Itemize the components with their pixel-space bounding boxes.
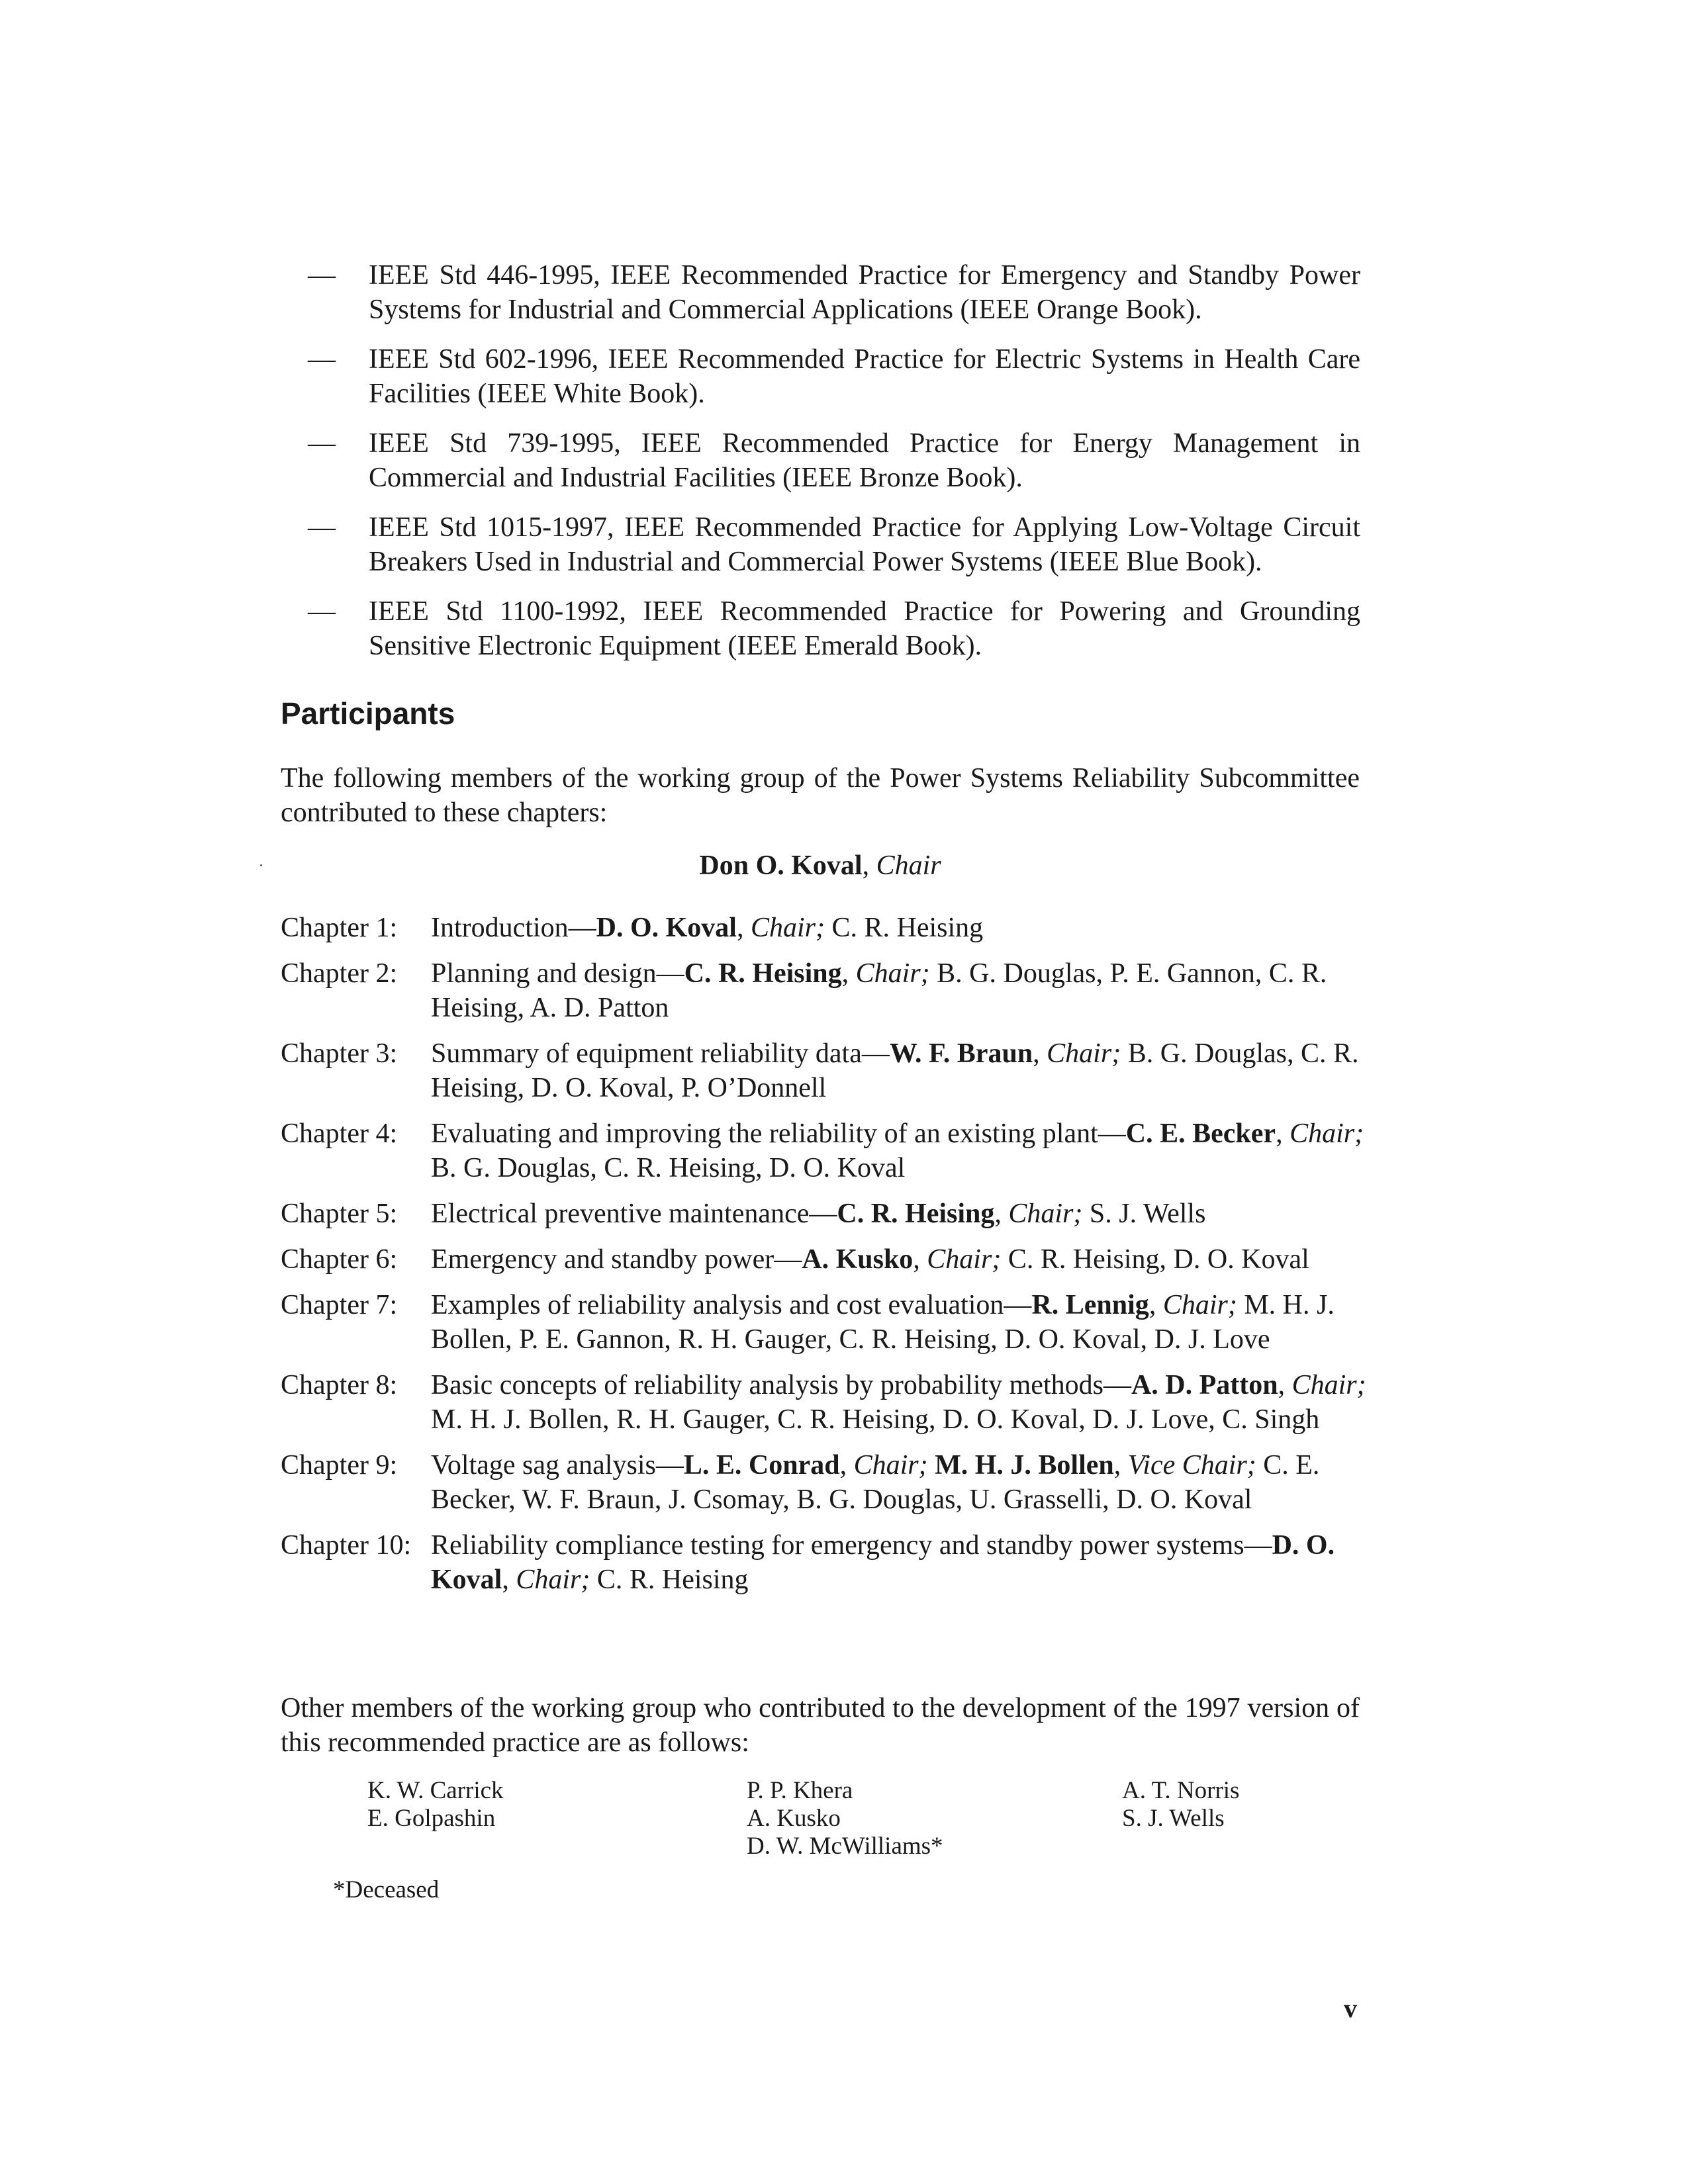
list-item <box>308 510 1360 579</box>
chapter-topic: Electrical preventive maintenance— <box>431 1199 837 1229</box>
chapter-contributors: Introduction—D. O. Koval, Chair; C. R. Heising <box>431 913 984 943</box>
chapter-row <box>281 1036 1366 1105</box>
participants-intro: The following members of the working group of the Power Systems Reliability Subcommittee contributed to these chapters: <box>281 763 1360 828</box>
chapter-members: M. H. J. Bollen, P. E. Gannon, R. H. Gauger, C. R. Heising, D. O. Koval, D. J. Love <box>431 1290 1335 1355</box>
chapter-topic: Basic concepts of reliability analysis by probability methods— <box>431 1370 1131 1400</box>
chapter-vice-chair-role: Vice Chair; <box>1127 1450 1256 1480</box>
chapter-chair: A. D. Patton <box>1131 1370 1278 1400</box>
standard-text: IEEE Std 1015-1997, IEEE Recommended Practice for Applying Low-Voltage Circuit Breakers Used in Industrial and Commercial Power Systems (IEEE Blue Book). <box>369 512 1360 577</box>
chapter-row <box>281 911 1366 945</box>
member-name: E. Golpashin <box>367 1805 496 1832</box>
chapter-row <box>281 1288 1366 1357</box>
chapter-chair: C. E. Becker <box>1125 1118 1276 1149</box>
chapter-row <box>281 1116 1366 1185</box>
chapter-members: B. G. Douglas, C. R. Heising, D. O. Koval, P. O’Donnell <box>431 1038 1359 1103</box>
chapter-topic: Evaluating and improving the reliability of an existing plant— <box>431 1118 1126 1149</box>
chapter-label: Chapter 9: <box>281 1450 398 1480</box>
chapter-chair-role: Chair; <box>1047 1038 1121 1069</box>
overall-chair: Don O. Koval, Chair <box>699 850 941 881</box>
member-name: A. Kusko <box>747 1805 841 1832</box>
overall-chair-role: Chair <box>876 850 941 881</box>
standard-text: IEEE Std 739-1995, IEEE Recommended Practice for Energy Management in Commercial and Industrial Facilities (IEEE Bronze Book). <box>369 428 1360 493</box>
chapter-topic: Voltage sag analysis— <box>431 1450 684 1480</box>
member-name: D. W. McWilliams* <box>747 1833 943 1860</box>
chapter-chair: C. R. Heising <box>837 1199 995 1229</box>
chapter-row <box>281 1448 1366 1517</box>
chapter-members: S. J. Wells <box>1082 1199 1206 1229</box>
chapter-row <box>281 956 1366 1025</box>
chapter-topic: Planning and design— <box>431 958 684 989</box>
chapter-row <box>281 1368 1366 1437</box>
chapter-row <box>281 1528 1366 1597</box>
chapter-chair-role: Chair; <box>750 913 825 943</box>
dash-bullet: — <box>308 596 336 627</box>
member-name: K. W. Carrick <box>367 1777 504 1804</box>
chapter-contributors: Examples of reliability analysis and cost evaluation—R. Lennig, Chair; M. H. J. Bollen, P. E. Gannon, R. H. Gauger, C. R. Heising, D. O. Koval, D. J. Love <box>431 1290 1335 1355</box>
standard-text: IEEE Std 1100-1992, IEEE Recommended Practice for Powering and Grounding Sensitive Electronic Equipment (IEEE Emerald Book). <box>369 596 1360 661</box>
chapter-label: Chapter 2: <box>281 958 398 989</box>
chapter-vice-chair: M. H. J. Bollen <box>935 1450 1114 1480</box>
chapter-chair: D. O. Koval <box>431 1530 1335 1595</box>
chapter-chair-role: Chair; <box>1289 1118 1364 1149</box>
section-heading: Participants <box>281 696 455 731</box>
chapter-contributors: Evaluating and improving the reliability of an existing plant—C. E. Becker, Chair; B. G. Douglas, C. R. Heising, D. O. Koval <box>431 1118 1364 1183</box>
chapter-chair: W. F. Braun <box>889 1038 1033 1069</box>
chapter-chair-role: Chair; <box>1291 1370 1366 1400</box>
chapter-members: C. R. Heising <box>824 913 984 943</box>
dash-bullet: — <box>308 512 336 543</box>
chapter-topic: Reliability compliance testing for emergency and standby power systems— <box>431 1530 1272 1561</box>
dash-bullet: — <box>308 428 336 459</box>
chapter-label: Chapter 7: <box>281 1290 398 1320</box>
chapter-label: Chapter 6: <box>281 1244 398 1275</box>
chapter-row <box>281 1197 1366 1231</box>
chapter-chair: A. Kusko <box>802 1244 914 1275</box>
chapter-chair: C. R. Heising <box>684 958 842 989</box>
list-item <box>308 594 1360 663</box>
chapter-label: Chapter 4: <box>281 1118 398 1149</box>
chapter-topic: Summary of equipment reliability data— <box>431 1038 890 1069</box>
list-item <box>308 258 1360 327</box>
dash-bullet: — <box>308 260 336 291</box>
chapter-topic: Emergency and standby power— <box>431 1244 802 1275</box>
chapter-contributors: Electrical preventive maintenance—C. R. Heising, Chair; S. J. Wells <box>431 1199 1206 1229</box>
scan-speck <box>260 864 262 866</box>
overall-chair-name: Don O. Koval <box>699 850 863 881</box>
chapter-chair-role: Chair; <box>927 1244 1002 1275</box>
chapter-topic: Examples of reliability analysis and cost evaluation— <box>431 1290 1032 1320</box>
chapter-contributors: Planning and design—C. R. Heising, Chair; B. G. Douglas, P. E. Gannon, C. R. Heising, A. D. Patton <box>431 958 1327 1023</box>
chapter-chair-role: Chair; <box>1008 1199 1083 1229</box>
page-number: v <box>1344 1993 1357 2023</box>
chapter-chair-role: Chair; <box>1162 1290 1237 1320</box>
chapter-members: C. R. Heising, D. O. Koval <box>1001 1244 1309 1275</box>
footnote: *Deceased <box>333 1876 440 1903</box>
chapter-chair: L. E. Conrad <box>683 1450 840 1480</box>
chapter-chair-role: Chair; <box>855 958 930 989</box>
chapter-members: B. G. Douglas, P. E. Gannon, C. R. Heising, A. D. Patton <box>431 958 1327 1023</box>
chapter-members: M. H. J. Bollen, R. H. Gauger, C. R. Heising, D. O. Koval, D. J. Love, C. Singh <box>431 1404 1320 1435</box>
chapter-chair-role: Chair; <box>516 1565 590 1595</box>
chapter-row <box>281 1242 1366 1277</box>
chapter-label: Chapter 3: <box>281 1038 398 1069</box>
chapter-label: Chapter 1: <box>281 913 398 943</box>
chapter-label: Chapter 10: <box>281 1530 412 1561</box>
chapter-contributors: Voltage sag analysis—L. E. Conrad, Chair; M. H. J. Bollen, Vice Chair; C. E. Becker, W. F. Braun, J. Csomay, B. G. Douglas, U. Grasselli, D. O. Koval <box>431 1450 1320 1515</box>
standard-text: IEEE Std 446-1995, IEEE Recommended Practice for Emergency and Standby Power Systems for Industrial and Commercial Applications (IEEE Orange Book). <box>369 260 1360 325</box>
list-item <box>308 426 1360 495</box>
standard-text: IEEE Std 602-1996, IEEE Recommended Practice for Electric Systems in Health Care Facilities (IEEE White Book). <box>369 344 1360 409</box>
list-item <box>308 342 1360 411</box>
chapter-chair: R. Lennig <box>1031 1290 1149 1320</box>
chapter-topic: Introduction— <box>431 913 596 943</box>
chapter-members: C. R. Heising <box>590 1565 749 1595</box>
members-column-2 <box>747 1777 943 1860</box>
standards-list <box>308 258 1360 678</box>
chapter-contributors: Summary of equipment reliability data—W. F. Braun, Chair; B. G. Douglas, C. R. Heising, D. O. Koval, P. O’Donnell <box>431 1038 1359 1103</box>
member-name: S. J. Wells <box>1122 1805 1225 1832</box>
chapter-members: C. E. Becker, W. F. Braun, J. Csomay, B. G. Douglas, U. Grasselli, D. O. Koval <box>431 1450 1320 1515</box>
chapter-contributors: Basic concepts of reliability analysis by probability methods—A. D. Patton, Chair; M. H. J. Bollen, R. H. Gauger, C. R. Heising, D. O. Koval, D. J. Love, C. Singh <box>431 1370 1366 1435</box>
other-members-intro: Other members of the working group who contributed to the development of the 1997 version of this recommended practice are as follows: <box>281 1693 1360 1758</box>
dash-bullet: — <box>308 344 336 375</box>
chapter-list <box>281 911 1366 1608</box>
chapter-chair-role: Chair; <box>853 1450 928 1480</box>
members-column-3 <box>1122 1777 1239 1833</box>
member-name: A. T. Norris <box>1122 1777 1240 1804</box>
chapter-label: Chapter 8: <box>281 1370 398 1400</box>
chapter-contributors: Emergency and standby power—A. Kusko, Chair; C. R. Heising, D. O. Koval <box>431 1244 1309 1275</box>
chapter-contributors: Reliability compliance testing for emergency and standby power systems—D. O. Koval, Chair; C. R. Heising <box>431 1530 1335 1595</box>
member-name: P. P. Khera <box>747 1777 853 1804</box>
members-column-1 <box>367 1777 504 1833</box>
chapter-chair: D. O. Koval <box>596 913 737 943</box>
chapter-label: Chapter 5: <box>281 1199 398 1229</box>
chapter-members: B. G. Douglas, C. R. Heising, D. O. Koval <box>431 1153 906 1183</box>
